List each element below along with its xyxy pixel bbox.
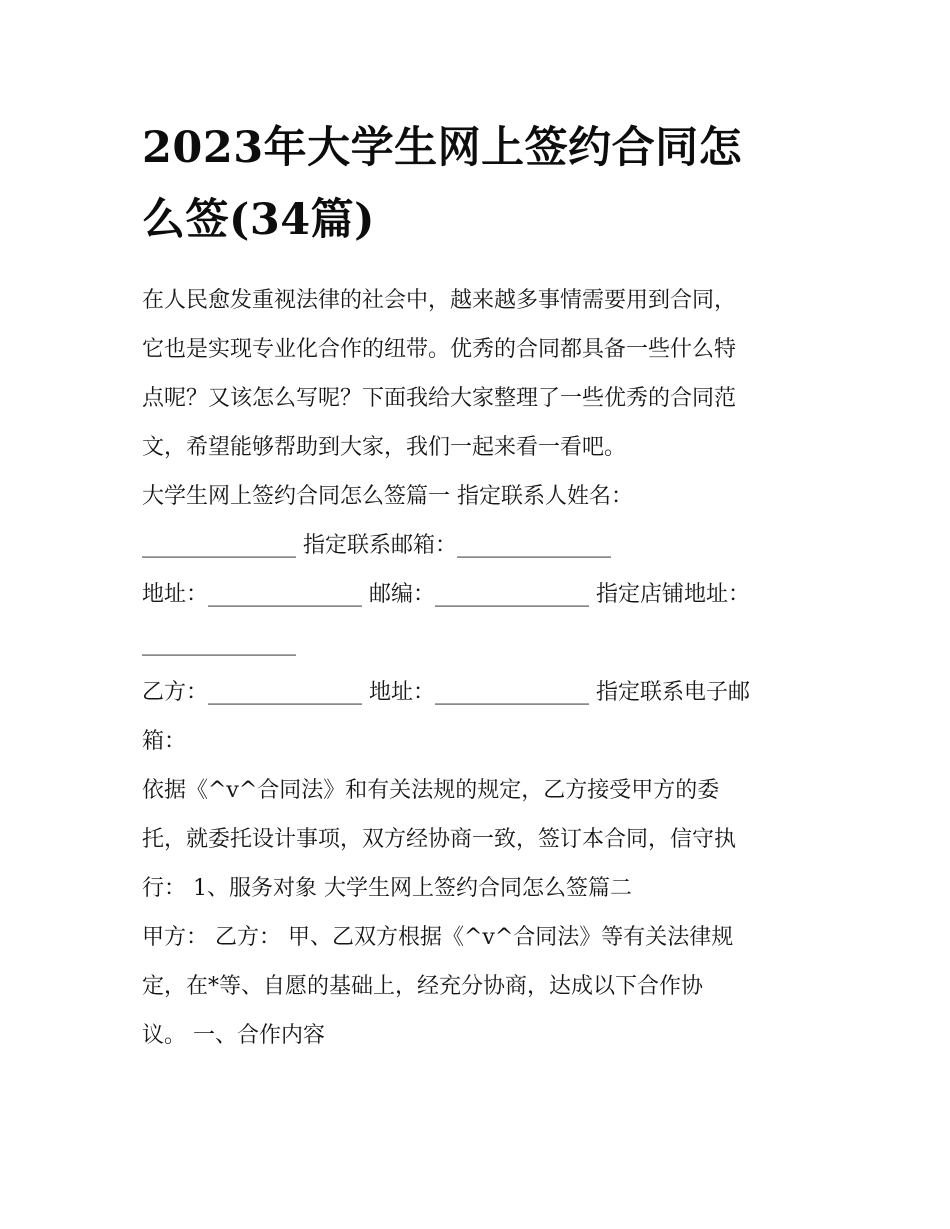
body-line: 行： 1、服务对象 大学生网上签约合同怎么签篇二 <box>142 876 632 901</box>
document-title <box>142 112 822 256</box>
title-line-1: 2023年大学生网上签约合同怎 <box>142 123 743 173</box>
form-field-line: 乙方：______________ 地址：______________ 指定联系电子邮 <box>142 680 750 705</box>
form-field-line: ______________ <box>142 631 296 656</box>
title-line-2: 么签(34篇) <box>142 195 376 245</box>
document-body <box>142 276 822 1060</box>
body-line: 甲方： 乙方： 甲、乙双方根据《^v^合同法》等有关法律规 <box>142 925 734 950</box>
section-heading-line: 大学生网上签约合同怎么签篇一 指定联系人姓名： <box>142 484 633 509</box>
body-line: 依据《^v^合同法》和有关法规的规定，乙方接受甲方的委 <box>142 778 720 803</box>
body-line: 点呢？又该怎么写呢？下面我给大家整理了一些优秀的合同范 <box>142 386 737 411</box>
body-line: 定，在*等、自愿的基础上，经充分协商，达成以下合作协 <box>142 974 704 999</box>
body-line: 议。 一、合作内容 <box>142 1023 325 1048</box>
body-line: 它也是实现专业化合作的纽带。优秀的合同都具备一些什么特 <box>142 337 737 362</box>
form-field-line: ______________ 指定联系邮箱：______________ <box>142 533 611 558</box>
body-line: 在人民愈发重视法律的社会中，越来越多事情需要用到合同， <box>142 288 737 313</box>
form-field-line: 箱： <box>142 729 187 754</box>
body-line: 文，希望能够帮助到大家，我们一起来看一看吧。 <box>142 435 627 460</box>
form-field-line: 地址：______________ 邮编：______________ 指定店铺地址： <box>142 582 750 607</box>
body-line: 托，就委托设计事项，双方经协商一致，签订本合同，信守执 <box>142 827 737 852</box>
